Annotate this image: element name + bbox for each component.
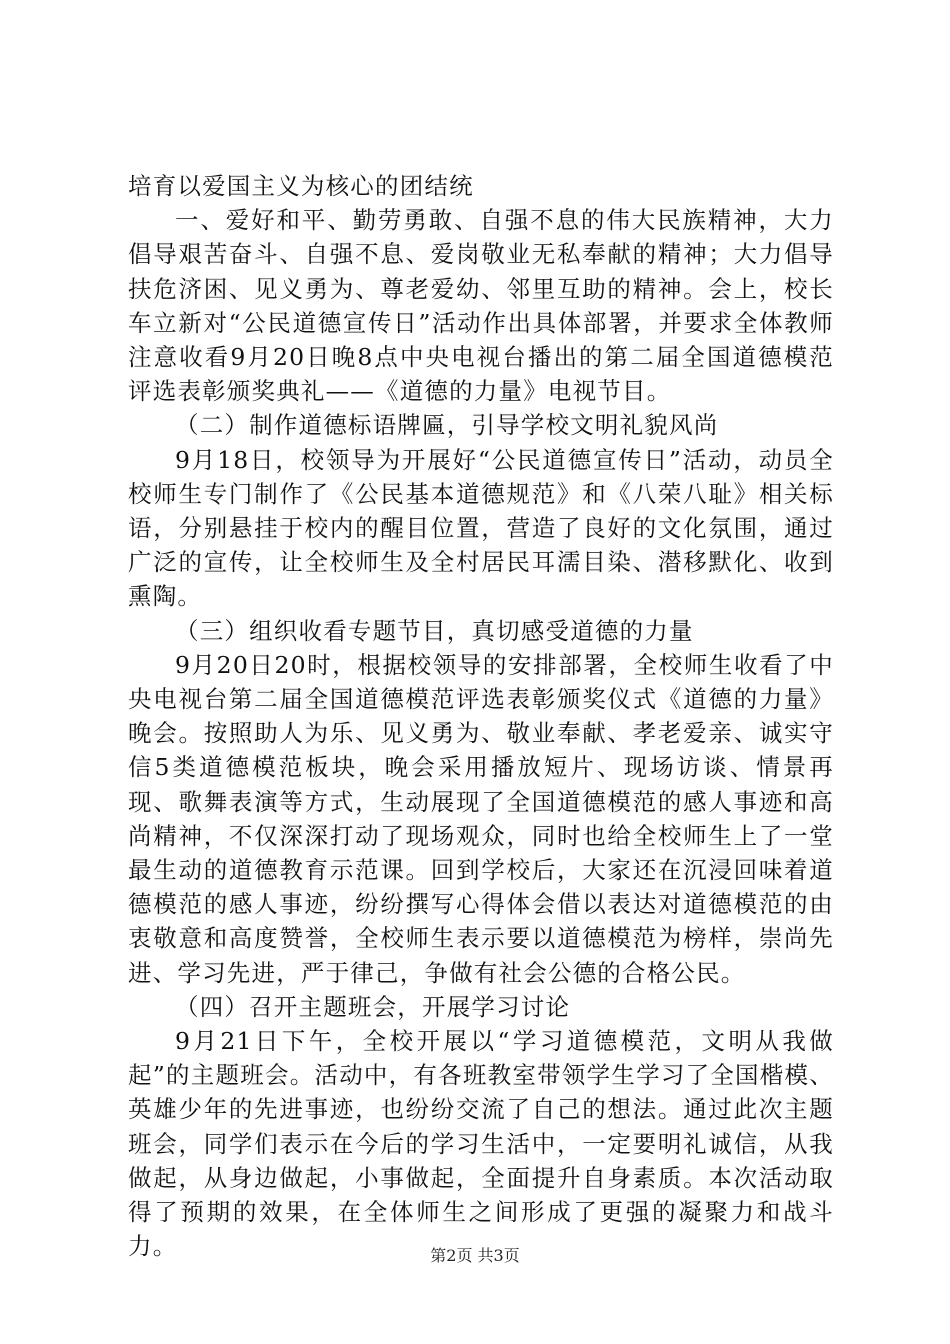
heading-section-four: （四）召开主题班会，开展学习讨论 bbox=[175, 992, 571, 1021]
page-number-footer: 第2页 共3页 bbox=[430, 1246, 520, 1265]
paragraph-section-two: 9月18日，校领导为开展好“公民道德宣传日”活动，动员全校师生专门制作了《公民基本道德规范》和《八荣八耻》相关标语，分别悬挂于校内的醒目位置，营造了良好的文化氛围，通过广泛的宣传，让全校师生及全村居民耳濡目染、潜移默化、收到熏陶。 bbox=[128, 445, 834, 611]
paragraph-section-one: 一、爱好和平、勤劳勇敢、自强不息的伟大民族精神，大力倡导艰苦奋斗、自强不息、爱岗敬业无私奉献的精神；大力倡导扶危济困、见义勇为、尊老爱幼、邻里互助的精神。会上，校长车立新对“公民道德宣传日”活动作出具体部署，并要求全体教师注意收看9月20日晚8点中央电视台播出的第二届全国道德模范评选表彰颁奖典礼——《道德的力量》电视节目。 bbox=[128, 206, 834, 406]
heading-section-three: （三）组织收看专题节目，真切感受道德的力量 bbox=[175, 616, 694, 645]
paragraph-section-four: 9月21日下午，全校开展以“学习道德模范，文明从我做起”的主题班会。活动中，有各班教室带领学生学习了全国楷模、英雄少年的先进事迹，也纷纷交流了自己的想法。通过此次主题班会，同学们表示在今后的学习生活中，一定要明礼诚信，从我做起，从身边做起，小事做起，全面提升自身素质。本次活动取得了预期的效果，在全体师生之间形成了更强的凝聚力和战斗力。 bbox=[128, 1027, 834, 1261]
heading-section-two: （二）制作道德标语牌匾，引导学校文明礼貌风尚 bbox=[175, 411, 719, 440]
paragraph-section-three: 9月20日20时，根据校领导的安排部署，全校师生收看了中央电视台第二届全国道德模范评选表彰颁奖仪式《道德的力量》晚会。按照助人为乐、见义勇为、敬业奉献、孝老爱亲、诚实守信5类道德模范板块，晚会采用播放短片、现场访谈、情景再现、歌舞表演等方式，生动展现了全国道德模范的感人事迹和高尚精神，不仅深深打动了现场观众，同时也给全校师生上了一堂最生动的道德教育示范课。回到学校后，大家还在沉浸回味着道德模范的感人事迹，纷纷撰写心得体会借以表达对道德模范的由衷敬意和高度赞誉，全校师生表示要以道德模范为榜样，崇尚先进、学习先进，严于律己，争做有社会公德的合格公民。 bbox=[128, 650, 834, 987]
document-body bbox=[128, 169, 834, 1264]
paragraph-intro: 培育以爱国主义为核心的团结统 bbox=[128, 172, 474, 200]
